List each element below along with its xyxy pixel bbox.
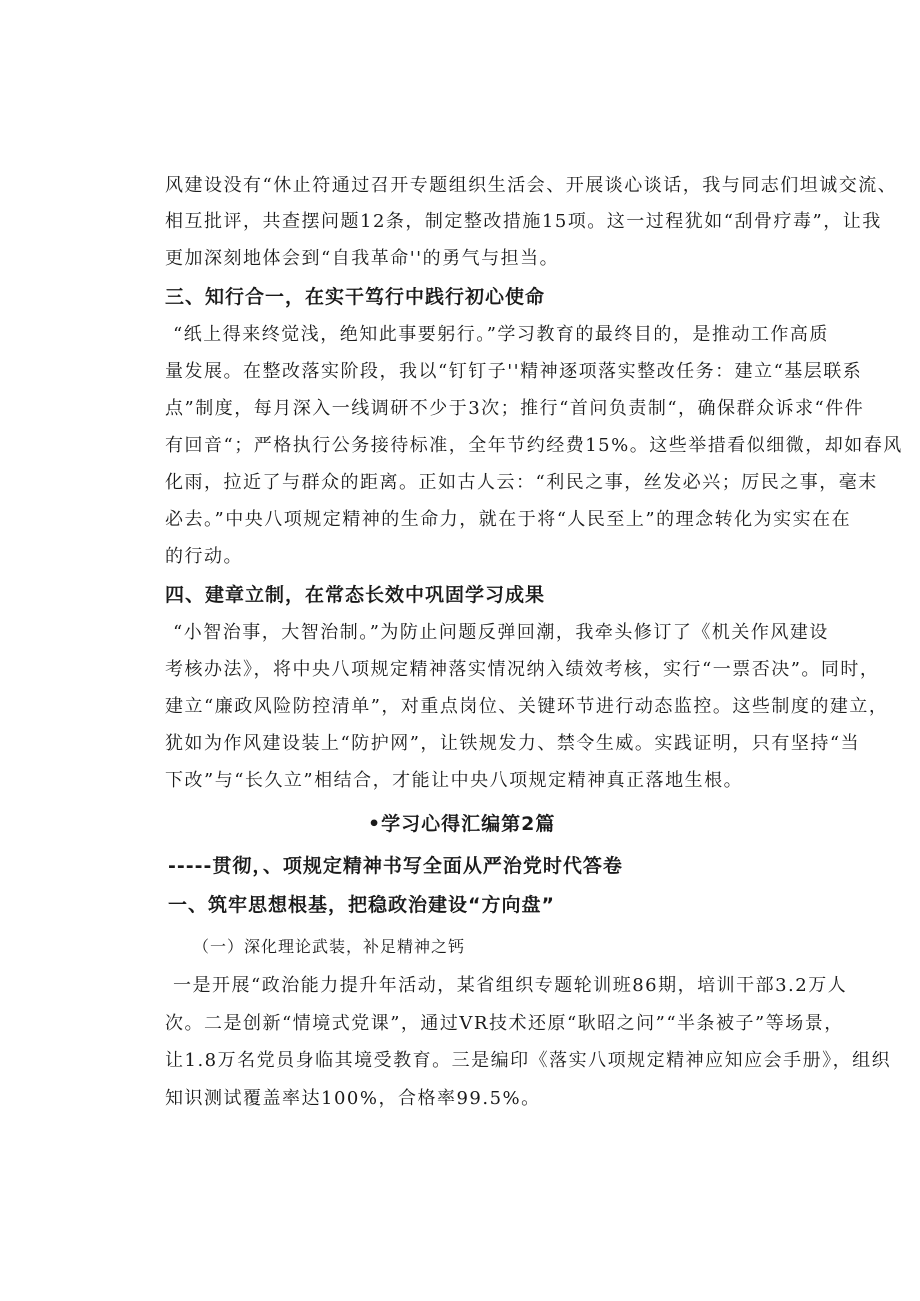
paragraph-line: 的行动。 — [165, 546, 243, 567]
paragraph-line: 量发展。在整改落实阶段，我以“钉钉子''精神逐项落实整改任务：建立“基层联系 — [165, 361, 863, 382]
paragraph-line: “小智治事，大智治制。”为防止问题反弹回潮，我牵头修订了《机关作风建设 — [173, 622, 829, 643]
paragraph-line: 犹如为作风建设装上“防护网”，让铁规发力、禁令生威。实践证明，只有坚持“当 — [165, 733, 861, 754]
subsection-heading: （一）深化理论武装，补足精神之钙 — [193, 937, 466, 956]
paragraph-line: 次。二是创新“情境式党课”，通过VR技术还原“耿昭之问”“半条被子”等场景， — [165, 1013, 844, 1034]
paragraph-line: 更加深刻地体会到“自我革命''的勇气与担当。 — [165, 248, 560, 269]
paragraph-line: 必去。”中央八项规定精神的生命力，就在于将“人民至上”的理念转化为实实在在 — [165, 509, 852, 530]
paragraph-line: “纸上得来终觉浅，绝知此事要躬行。”学习教育的最终目的，是推动工作高质 — [173, 324, 829, 345]
paragraph-line: 相互批评，共查摆问题12条，制定整改措施15项。这一过程犹如“刮骨疗毒”，让我 — [165, 211, 882, 232]
paragraph-line: 让1.8万名党员身临其境受教育。三是编印《落实八项规定精神应知应会手册》，组织 — [165, 1050, 892, 1071]
paragraph-line: 知识测试覆盖率达100%，合格率99.5%。 — [165, 1088, 541, 1109]
paragraph-line: 建立“廉政风险防控清单”，对重点岗位、关键环节进行动态监控。这些制度的建立， — [165, 696, 889, 717]
section-heading-1: 一、筑牢思想根基，把稳政治建设“方向盘” — [168, 894, 555, 916]
article-subtitle: -----贯彻，、项规定精神书写全面从严治党时代答卷 — [168, 855, 623, 877]
paragraph-line: 考核办法》，将中央八项规定精神落实情况纳入绩效考核，实行“一票否决”。同时， — [165, 659, 880, 680]
paragraph-line: 化雨，拉近了与群众的距离。正如古人云：“利民之事，丝发必兴；厉民之事，毫末 — [165, 472, 878, 493]
paragraph-line: 有回音“；严格执行公务接待标准，全年节约经费15%。这些举措看似细微，却如春风 — [165, 435, 903, 456]
paragraph-line: 风建设没有“休止符通过召开专题组织生活会、开展谈心谈话，我与同志们坦诚交流、 — [165, 175, 898, 196]
paragraph-line: 一是开展“政治能力提升年活动，某省组织专题轮训班86期，培训干部3.2万人 — [173, 975, 848, 996]
article-title: •学习心得汇编第2篇 — [368, 813, 556, 835]
section-heading-3: 三、知行合一，在实干笃行中践行初心使命 — [165, 286, 546, 308]
section-heading-4: 四、建章立制，在常态长效中巩固学习成果 — [165, 584, 546, 606]
paragraph-line: 点”制度，每月深入一线调研不少于3次；推行“首问负责制“，确保群众诉求“件件 — [165, 398, 865, 419]
paragraph-line: 下改”与“长久立”相结合，才能让中央八项规定精神真正落地生根。 — [165, 770, 744, 791]
